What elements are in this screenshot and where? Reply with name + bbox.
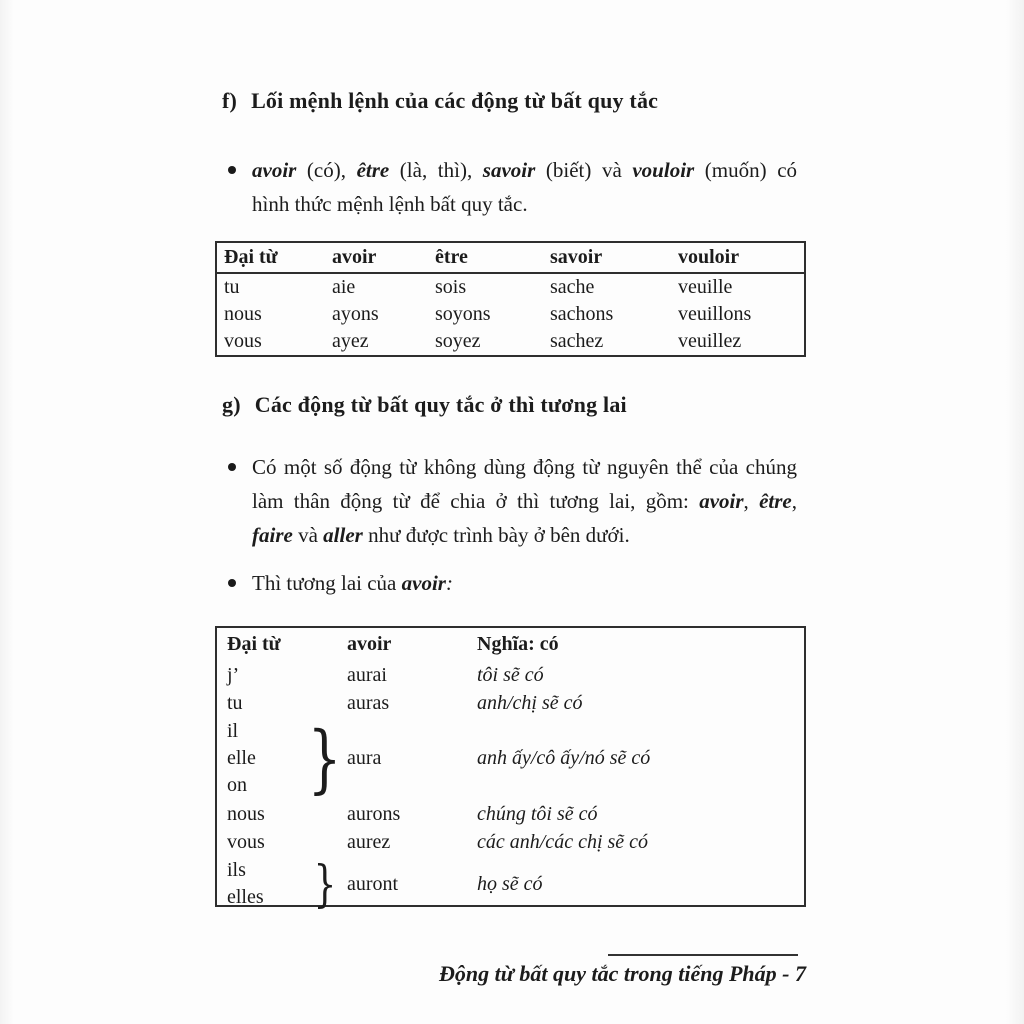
meaning-cell: tôi sẽ có — [477, 663, 544, 686]
column-header: Đại từ — [227, 633, 281, 655]
section-g-bullet-1-text — [252, 450, 797, 552]
pronoun-cell — [227, 718, 302, 799]
text-segment: Thì tương lai của — [252, 571, 402, 595]
bullet-icon — [228, 166, 236, 174]
meaning-cell: anh/chị sẽ có — [477, 691, 583, 714]
footer-divider — [608, 954, 798, 956]
cell: veuillons — [678, 303, 752, 325]
table-header-row — [217, 243, 804, 274]
cell: aie — [332, 276, 356, 298]
cell: sachez — [550, 330, 604, 352]
section-g-heading — [222, 392, 627, 418]
text-line: hình thức mệnh lệnh bất quy tắc. — [252, 192, 528, 216]
table-row — [217, 800, 804, 828]
meaning-cell: chúng tôi sẽ có — [477, 802, 598, 825]
verb-avoir: avoir — [401, 571, 446, 595]
pronoun: elle — [227, 747, 256, 769]
column-header: Nghĩa: có — [477, 633, 559, 655]
pronoun-cell — [227, 857, 302, 911]
table-row — [217, 689, 804, 717]
text-segment: : — [445, 571, 453, 595]
pronoun-cell: tu — [227, 691, 243, 714]
verb-etre: être — [759, 489, 792, 513]
section-g-bullet-1 — [228, 450, 797, 552]
table-row — [217, 274, 804, 301]
grouping-brace-icon: } — [313, 855, 336, 913]
imperative-table — [215, 241, 806, 357]
cell: sois — [435, 276, 467, 298]
section-g-bullet-2 — [228, 566, 797, 600]
text-line: Có một số động từ không dùng động từ nguyên thể của chúng — [252, 455, 797, 479]
pronoun: ils — [227, 859, 246, 881]
pronoun-cell: vous — [227, 830, 265, 853]
cell: veuillez — [678, 330, 742, 352]
pronoun: elles — [227, 886, 264, 908]
pronoun: on — [227, 774, 247, 796]
table-header-row — [217, 628, 804, 661]
section-g-bullet-2-text — [252, 566, 797, 600]
text-segment: (muốn) có — [694, 158, 798, 182]
meaning-cell: anh ấy/cô ấy/nó sẽ có — [477, 747, 651, 769]
text-segment: làm thân động từ để chia ở thì tương lai, gồm: — [252, 489, 700, 513]
verb-cell: auront — [347, 872, 399, 895]
cell: soyez — [435, 330, 481, 352]
section-f-heading — [222, 88, 658, 114]
text-segment: , — [791, 489, 797, 513]
section-g-label: g) — [222, 392, 241, 417]
section-g-title: Các động từ bất quy tắc ở thì tương lai — [254, 392, 627, 417]
cell: nous — [224, 303, 262, 325]
column-header: Đại từ — [224, 246, 278, 268]
cell: soyons — [435, 303, 491, 325]
meaning-cell: các anh/các chị sẽ có — [477, 830, 649, 853]
column-header: être — [435, 246, 468, 268]
table-row-group — [217, 856, 804, 912]
cell: sache — [550, 276, 595, 298]
section-f-title: Lối mệnh lệnh của các động từ bất quy tắc — [251, 88, 659, 113]
cell: tu — [224, 276, 240, 298]
text-segment: và — [292, 523, 324, 547]
verb-cell: aurons — [347, 802, 401, 825]
text-line — [252, 484, 797, 518]
section-f-bullet-text — [252, 153, 797, 221]
column-header: avoir — [347, 633, 392, 655]
bullet-icon — [228, 463, 236, 471]
verb-etre: être — [356, 158, 390, 182]
table-row — [217, 301, 804, 328]
verb-vouloir: vouloir — [632, 158, 695, 182]
verb-cell: aura — [347, 747, 382, 769]
column-header: avoir — [332, 246, 377, 268]
table-row — [217, 328, 804, 355]
text-segment: , — [743, 489, 760, 513]
text-line — [252, 518, 797, 552]
future-avoir-table — [215, 626, 806, 913]
verb-avoir: avoir — [699, 489, 744, 513]
text-segment: như được trình bày ở bên dưới. — [362, 523, 630, 547]
cell: veuille — [678, 276, 733, 298]
table-row-group — [217, 717, 804, 800]
bullet-icon — [228, 579, 236, 587]
verb-faire: faire — [252, 523, 293, 547]
text-line — [252, 153, 797, 187]
table-row — [217, 661, 804, 689]
pronoun-cell: j’ — [227, 663, 240, 686]
text-line — [252, 566, 797, 600]
grouping-brace-icon: } — [307, 715, 342, 802]
cell: vous — [224, 330, 262, 352]
text-segment: (là, thì), — [389, 158, 483, 182]
text-segment: (biết) và — [535, 158, 633, 182]
pronoun: il — [227, 720, 239, 742]
cell: sachons — [550, 303, 614, 325]
cell: ayez — [332, 330, 369, 352]
verb-aller: aller — [323, 523, 363, 547]
meaning-cell: họ sẽ có — [477, 872, 543, 895]
verb-savoir: savoir — [482, 158, 536, 182]
section-f-label: f) — [222, 88, 238, 113]
pronoun-cell: nous — [227, 802, 265, 825]
verb-cell: auras — [347, 691, 390, 714]
cell: ayons — [332, 303, 379, 325]
table-row — [217, 828, 804, 856]
verb-avoir: avoir — [252, 158, 297, 182]
verb-cell: aurai — [347, 663, 387, 686]
page-footer: Động từ bất quy tắc trong tiếng Pháp - 7 — [438, 961, 806, 986]
column-header: vouloir — [678, 246, 740, 268]
section-f-bullet — [228, 153, 797, 221]
column-header: savoir — [550, 246, 603, 268]
text-segment: (có), — [296, 158, 357, 182]
verb-cell: aurez — [347, 830, 391, 853]
